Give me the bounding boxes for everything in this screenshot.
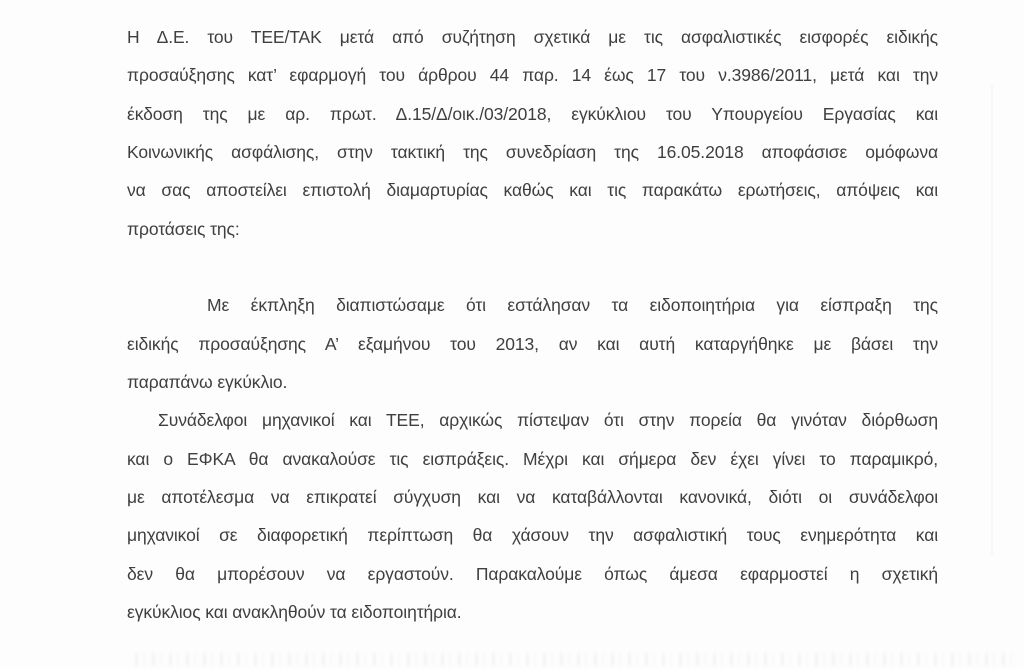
text-line: Συνάδελφοι μηχανικοί και ΤΕΕ, αρχικώς πίστεψαν ότι στην πορεία θα γινόταν διόρθωση <box>158 410 938 431</box>
text-line: Με έκπληξη διαπιστώσαμε ότι εστάλησαν τα ειδοποιητήρια για είσπραξη της <box>207 295 938 316</box>
scan-artifact-faded-next-line <box>135 653 1013 666</box>
text-line: δεν θα μπορέσουν να εργαστούν. Παρακαλούμε όπως άμεσα εφαρμοστεί η σχετική <box>127 563 938 584</box>
text-line: προσαύξησης κατ’ εφαρμογή του άρθρου 44 παρ. 14 έως 17 του ν.3986/2011, μετά και την <box>127 65 938 86</box>
text-line: έκδοση της με αρ. πρωτ. Δ.15/Δ/οικ./03/2018, εγκύκλιου του Υπουργείου Εργασίας και <box>127 103 938 124</box>
text-line: να σας αποστείλει επιστολή διαμαρτυρίας καθώς και τις παρακάτω ερωτήσεις, απόψεις και <box>127 180 938 201</box>
paragraph-surprise <box>127 286 938 401</box>
paragraph-decision <box>127 18 938 248</box>
text-line: Κοινωνικής ασφάλισης, στην τακτική της συνεδρίαση της 16.05.2018 αποφάσισε ομόφωνα <box>127 142 938 163</box>
text-line: Η Δ.Ε. του ΤΕΕ/ΤΑΚ μετά από συζήτηση σχετικά με τις ασφαλιστικές εισφορές ειδικής <box>127 27 938 47</box>
text-line: και ο ΕΦΚΑ θα ανακαλούσε τις εισπράξεις. Μέχρι και σήμερα δεν έχει γίνει το παραμικρό, <box>127 448 938 469</box>
letter-body <box>127 0 938 632</box>
text-line: εγκύκλιος και ανακληθούν τα ειδοποιητήρια. <box>127 602 462 623</box>
text-line: μηχανικοί σε διαφορετική περίπτωση θα χάσουν την ασφαλιστική τους ενημερότητα και <box>127 525 938 546</box>
scan-artifact-vertical-streak <box>991 85 993 555</box>
text-line: ειδικής προσαύξησης Α’ εξαμήνου του 2013, αν και αυτή καταργήθηκε με βάσει την <box>127 333 938 354</box>
text-line: με αποτέλεσμα να επικρατεί σύγχυση και να καταβάλλονται κανονικά, διότι οι συνάδελφοι <box>127 487 938 508</box>
text-line: παραπάνω εγκύκλιο. <box>127 372 288 393</box>
paragraph-colleagues <box>127 401 938 631</box>
text-line: προτάσεις της: <box>127 218 240 239</box>
